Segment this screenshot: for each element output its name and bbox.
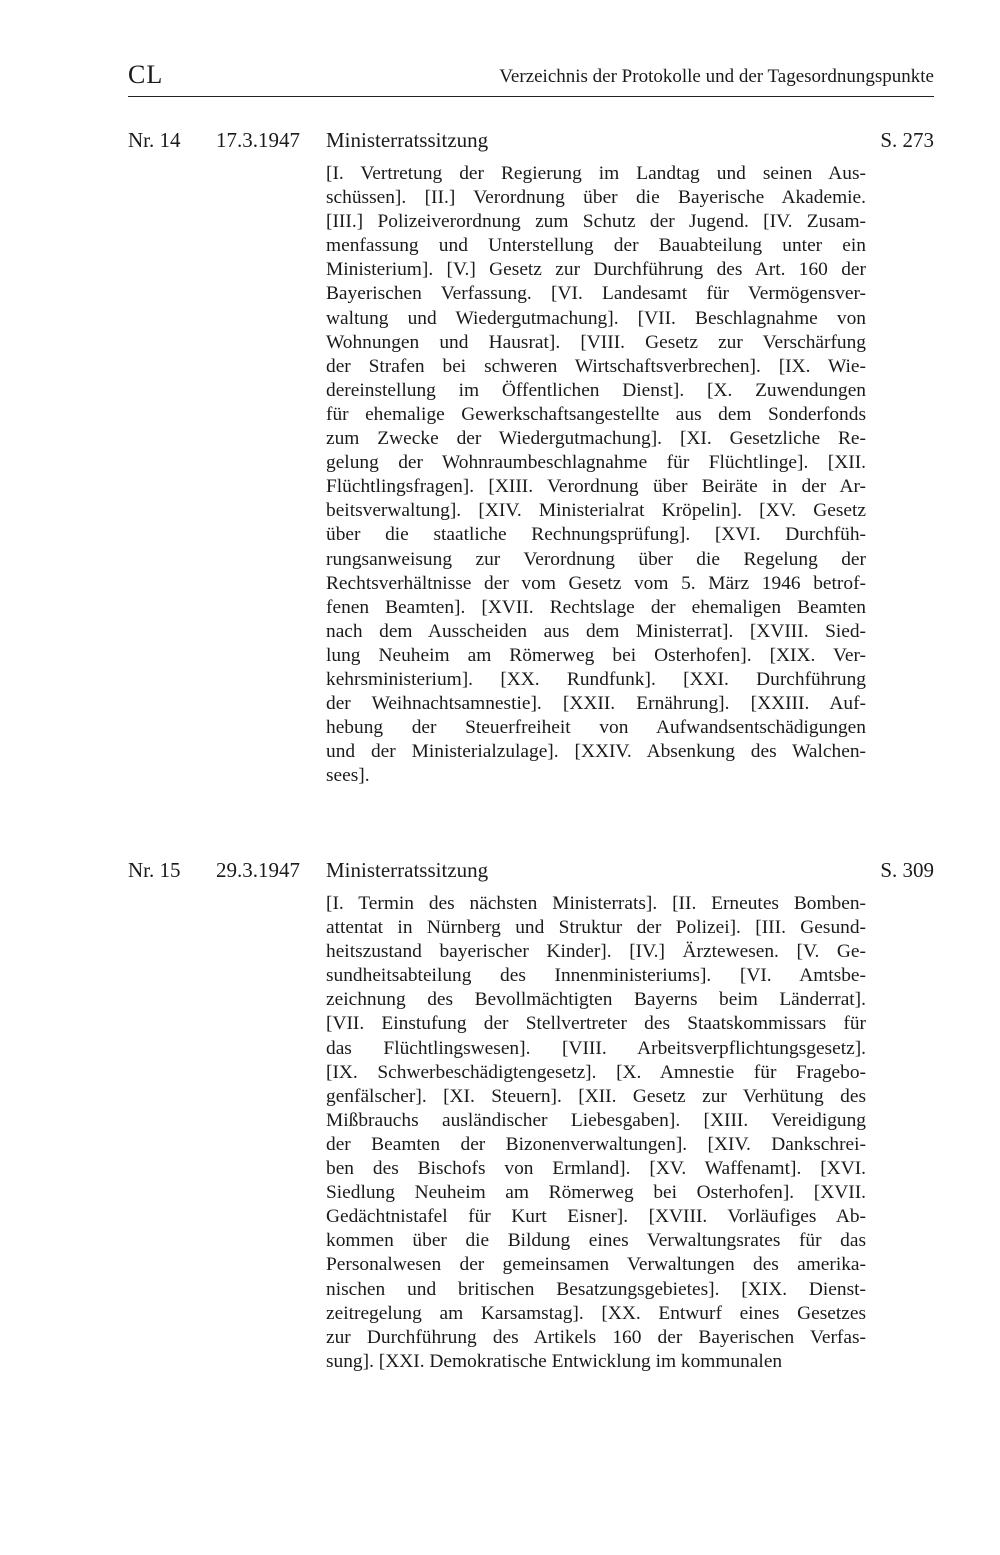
text-line: kehrsministerium]. [XX. Rundfunk]. [XXI. Durchführung [326, 668, 866, 690]
text-line: zeitregelung am Karsamstag]. [XX. Entwurf eines Gesetzes [326, 1302, 866, 1324]
entry-number: Nr. 15 [128, 858, 181, 882]
text-line: Ministerium]. [V.] Gesetz zur Durchführung des Art. 160 der [326, 259, 866, 281]
protocol-entry [128, 858, 934, 1372]
text-line: rungsanweisung zur Verordnung über die Regelung der [326, 548, 866, 570]
text-line: zur Durchführung des Artikels 160 der Bayerischen Verfas- [326, 1326, 866, 1348]
entry-number: Nr. 14 [128, 128, 181, 152]
text-line: [IX. Schwerbeschädigtengesetz]. [X. Amnestie für Fragebo- [326, 1061, 866, 1083]
text-line: attentat in Nürnberg und Struktur der Polizei]. [III. Gesund- [326, 917, 866, 939]
agenda-text [326, 162, 866, 788]
text-line: der Beamten der Bizonenverwaltungen]. [XIV. Dankschrei- [326, 1133, 866, 1155]
entry-date: 17.3.1947 [216, 128, 300, 152]
text-line: zum Zwecke der Wiedergutmachung]. [XI. Gesetzliche Re- [326, 428, 866, 450]
text-line: Bayerischen Verfassung. [VI. Landesamt für Vermögensver- [326, 283, 866, 305]
text-line: der Strafen bei schweren Wirtschaftsverbrechen]. [IX. Wie- [326, 355, 866, 377]
text-line: gelung der Wohnraumbeschlagnahme für Flüchtlinge]. [XII. [326, 452, 866, 474]
text-line: Gedächtnistafel für Kurt Eisner]. [XVIII. Vorläufiges Ab- [326, 1206, 866, 1228]
text-line: und der Ministerialzulage]. [XXIV. Absenkung des Walchen- [326, 741, 866, 763]
text-line: schüssen]. [II.] Verordnung über die Bayerische Akademie. [326, 187, 866, 209]
text-line: sung]. [XXI. Demokratische Entwicklung im kommunalen [326, 1350, 783, 1372]
text-line: nach dem Ausscheiden aus dem Ministerrat]. [XVIII. Sied- [326, 620, 866, 642]
agenda-text [326, 892, 866, 1374]
text-line: Personalwesen der gemeinsamen Verwaltungen des amerika- [326, 1254, 866, 1276]
text-line: sundheitsabteilung des Innenministeriums]. [VI. Amtsbe- [326, 965, 866, 987]
text-line: fenen Beamten]. [XVII. Rechtslage der ehemaligen Beamten [326, 596, 866, 618]
text-line: menfassung und Unterstellung der Bauabteilung unter ein [326, 235, 866, 257]
text-line: zeichnung des Bevollmächtigten Bayerns beim Länderrat]. [326, 989, 866, 1011]
text-line: Mißbrauchs ausländischer Liebesgaben]. [XIII. Vereidigung [326, 1109, 866, 1131]
text-line: [I. Termin des nächsten Ministerrats]. [II. Erneutes Bomben- [326, 893, 866, 914]
entry-page-ref: S. 273 [880, 128, 934, 152]
text-line: das Flüchtlingswesen]. [VIII. Arbeitsverpflichtungsgesetz]. [326, 1037, 866, 1059]
entry-page-ref: S. 309 [880, 858, 934, 882]
text-line: ben des Bischofs von Ermland]. [XV. Waffenamt]. [XVI. [326, 1158, 866, 1180]
text-line: beitsverwaltung]. [XIV. Ministerialrat Kröpelin]. [XV. Gesetz [326, 500, 866, 522]
entry-heading [128, 858, 934, 892]
text-line: lung Neuheim am Römerweg bei Osterhofen]. [XIX. Ver- [326, 644, 866, 666]
text-line: für ehemalige Gewerkschaftsangestellte aus dem Sonderfonds [326, 403, 866, 425]
entry-heading [128, 128, 934, 162]
text-line: Siedlung Neuheim am Römerweg bei Osterhofen]. [XVII. [326, 1182, 866, 1204]
text-line: genfälscher]. [XI. Steuern]. [XII. Gesetz zur Verhütung des [326, 1085, 866, 1107]
text-line: sees]. [326, 765, 370, 787]
running-head [128, 60, 934, 97]
text-line: dereinstellung im Öffentlichen Dienst]. [X. Zuwendungen [326, 379, 866, 401]
protocol-entry [128, 128, 934, 787]
text-line: waltung und Wiedergutmachung]. [VII. Beschlagnahme von [326, 307, 866, 329]
text-line: [VII. Einstufung der Stellvertreter des Staatskommissars für [326, 1013, 866, 1035]
entry-title: Ministerratssitzung [326, 858, 489, 882]
text-line: [III.] Polizeiverordnung zum Schutz der Jugend. [IV. Zusam- [326, 211, 866, 233]
running-head-title: Verzeichnis der Protokolle und der Tagesordnungspunkte [499, 66, 934, 87]
text-line: Flüchtlingsfragen]. [XIII. Verordnung über Beiräte in der Ar- [326, 476, 866, 498]
entry-date: 29.3.1947 [216, 858, 300, 882]
text-line: über die staatliche Rechnungsprüfung]. [XVI. Durchfüh- [326, 524, 866, 546]
text-line: heitszustand bayerischer Kinder]. [IV.] Ärztewesen. [V. Ge- [326, 941, 866, 963]
text-line: der Weihnachtsamnestie]. [XXII. Ernährung]. [XXIII. Auf- [326, 693, 866, 715]
page-number: CL [128, 60, 164, 89]
text-line: [I. Vertretung der Regierung im Landtag und seinen Aus- [326, 163, 866, 184]
entry-title: Ministerratssitzung [326, 128, 489, 152]
text-line: Rechtsverhältnisse der vom Gesetz vom 5. März 1946 betrof- [326, 572, 866, 594]
text-line: hebung der Steuerfreiheit von Aufwandsentschädigungen [326, 717, 866, 739]
text-line: Wohnungen und Hausrat]. [VIII. Gesetz zur Verschärfung [326, 331, 866, 353]
text-line: nischen und britischen Besatzungsgebietes]. [XIX. Dienst- [326, 1278, 866, 1300]
text-line: kommen über die Bildung eines Verwaltungsrates für das [326, 1230, 866, 1252]
